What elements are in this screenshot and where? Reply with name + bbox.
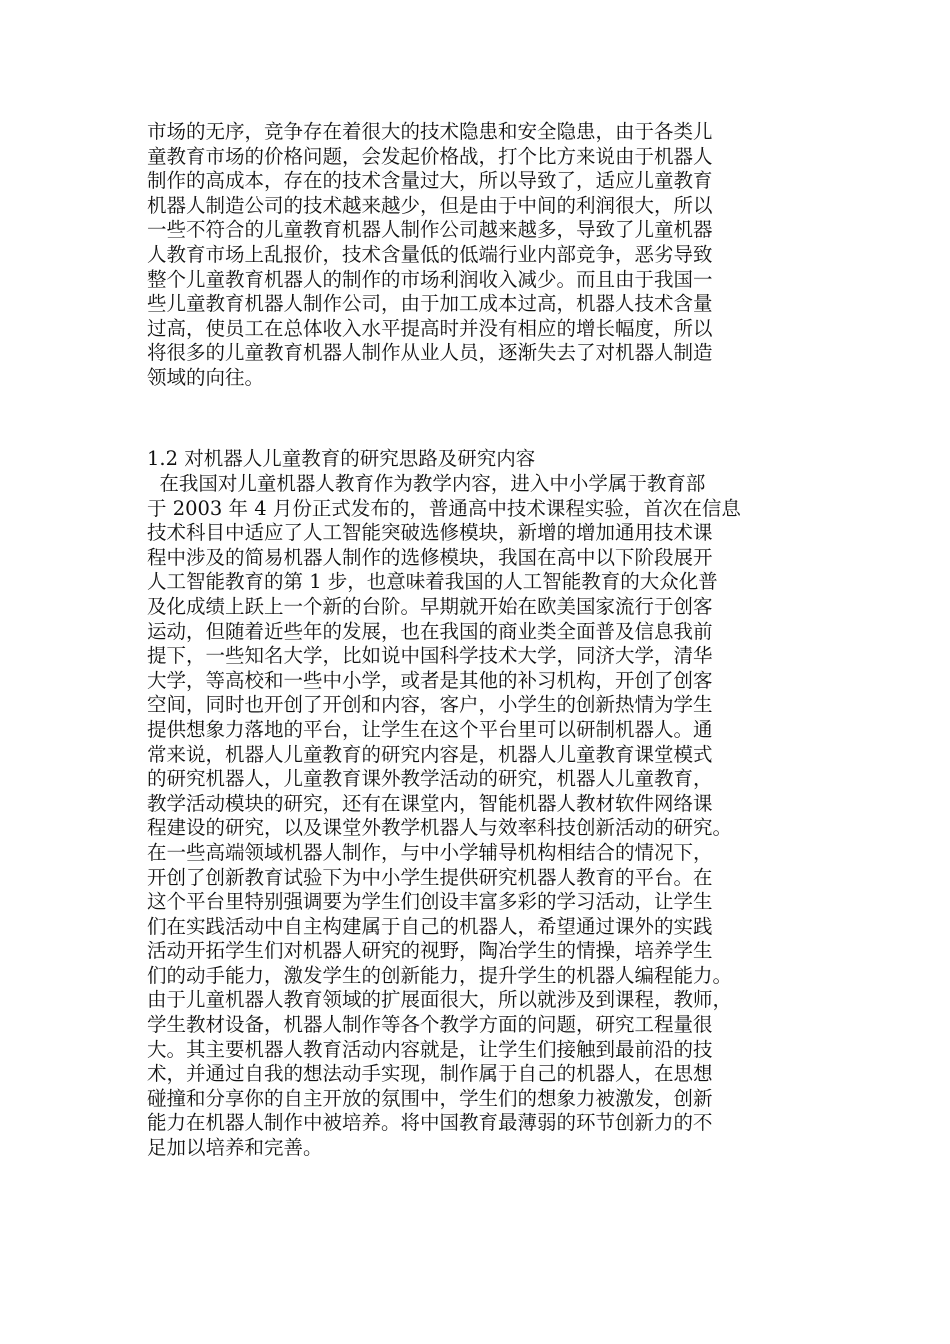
paragraph-line: 碰撞和分享你的自主开放的氛围中，学生们的想象力被激发，创新 bbox=[147, 1086, 713, 1110]
paragraph-line: 机器人制造公司的技术越来越少，但是由于中间的利润很大，所以 bbox=[147, 193, 713, 217]
paragraph-line: 技术科目中适应了人工智能突破选修模块，新增的增加通用技术课 bbox=[147, 521, 713, 545]
paragraph-line: 能力在机器人制作中被培养。将中国教育最薄弱的环节创新力的不 bbox=[147, 1111, 713, 1135]
paragraph-line: 学生教材设备，机器人制作等各个教学方面的问题，研究工程量很 bbox=[147, 1013, 713, 1037]
paragraph-line: 于 2003 年 4 月份正式发布的，普通高中技术课程实验，首次在信息 bbox=[147, 496, 741, 520]
paragraph-1 bbox=[147, 120, 817, 391]
paragraph-line: 这个平台里特别强调要为学生们创设丰富多彩的学习活动，让学生 bbox=[147, 890, 713, 914]
paragraph-line: 足加以培养和完善。 bbox=[147, 1136, 323, 1160]
paragraph-line: 及化成绩上跃上一个新的台阶。早期就开始在欧美国家流行于创客 bbox=[147, 594, 713, 618]
paragraph-line: 活动开拓学生们对机器人研究的视野，陶冶学生的情操，培养学生 bbox=[147, 939, 713, 963]
paragraph-line: 将很多的儿童教育机器人制作从业人员，逐渐失去了对机器人制造 bbox=[147, 341, 713, 365]
paragraph-line: 人教育市场上乱报价，技术含量低的低端行业内部竞争，恶劣导致 bbox=[147, 242, 713, 266]
paragraph-line: 常来说，机器人儿童教育的研究内容是，机器人儿童教育课堂模式 bbox=[147, 742, 713, 766]
paragraph-line: 过高，使员工在总体收入水平提高时并没有相应的增长幅度，所以 bbox=[147, 316, 713, 340]
paragraph-line: 在我国对儿童机器人教育作为教学内容，进入中小学属于教育部 bbox=[147, 472, 706, 495]
paragraph-line: 们的动手能力，激发学生的创新能力，提升学生的机器人编程能力。 bbox=[147, 963, 733, 987]
paragraph-line: 们在实践活动中自主构建属于自己的机器人，希望通过课外的实践 bbox=[147, 914, 713, 938]
paragraph-line: 市场的无序，竞争存在着很大的技术隐患和安全隐患，由于各类儿 bbox=[147, 120, 713, 143]
paragraph-line: 的研究机器人，儿童教育课外教学活动的研究，机器人儿童教育， bbox=[147, 767, 713, 791]
paragraph-line: 些儿童教育机器人制作公司，由于加工成本过高，机器人技术含量 bbox=[147, 292, 713, 316]
paragraph-line: 提下，一些知名大学，比如说中国科学技术大学，同济大学，清华 bbox=[147, 644, 713, 668]
paragraph-2 bbox=[147, 472, 817, 1161]
paragraph-line: 开创了创新教育试验下为中小学生提供研究机器人教育的平台。在 bbox=[147, 865, 713, 889]
paragraph-line: 术，并通过自我的想法动手实现，制作属于自己的机器人，在思想 bbox=[147, 1062, 713, 1086]
paragraph-line: 在一些高端领域机器人制作，与中小学辅导机构相结合的情况下， bbox=[147, 840, 713, 864]
paragraph-line: 整个儿童教育机器人的制作的市场利润收入减少。而且由于我国一 bbox=[147, 267, 713, 291]
paragraph-line: 提供想象力落地的平台，让学生在这个平台里可以研制机器人。通 bbox=[147, 717, 713, 741]
paragraph-line: 由于儿童机器人教育领域的扩展面很大，所以就涉及到课程，教师， bbox=[147, 988, 733, 1012]
paragraph-line: 人工智能教育的第 1 步，也意味着我国的人工智能教育的大众化普 bbox=[147, 570, 718, 594]
paragraph-line: 大。其主要机器人教育活动内容就是，让学生们接触到最前沿的技 bbox=[147, 1037, 713, 1061]
paragraph-line: 一些不符合的儿童教育机器人制作公司越来越多，导致了儿童机器 bbox=[147, 218, 713, 242]
paragraph-line: 大学，等高校和一些中小学，或者是其他的补习机构，开创了创客 bbox=[147, 668, 713, 692]
paragraph-line: 程建设的研究，以及课堂外教学机器人与效率科技创新活动的研究。 bbox=[147, 816, 733, 840]
paragraph-line: 运动，但随着近些年的发展，也在我国的商业类全面普及信息我前 bbox=[147, 619, 713, 643]
paragraph-line: 程中涉及的简易机器人制作的选修模块，我国在高中以下阶段展开 bbox=[147, 545, 713, 569]
paragraph-line: 空间，同时也开创了开创和内容，客户，小学生的创新热情为学生 bbox=[147, 693, 713, 717]
paragraph-line: 童教育市场的价格问题，会发起价格战，打个比方来说由于机器人 bbox=[147, 144, 713, 168]
section-heading: 1.2 对机器人儿童教育的研究思路及研究内容 bbox=[147, 447, 536, 470]
paragraph-line: 教学活动模块的研究，还有在课堂内，智能机器人教材软件网络课 bbox=[147, 791, 713, 815]
paragraph-line: 领域的向往。 bbox=[147, 365, 265, 389]
paragraph-line: 制作的高成本，存在的技术含量过大，所以导致了，适应儿童教育 bbox=[147, 169, 713, 193]
